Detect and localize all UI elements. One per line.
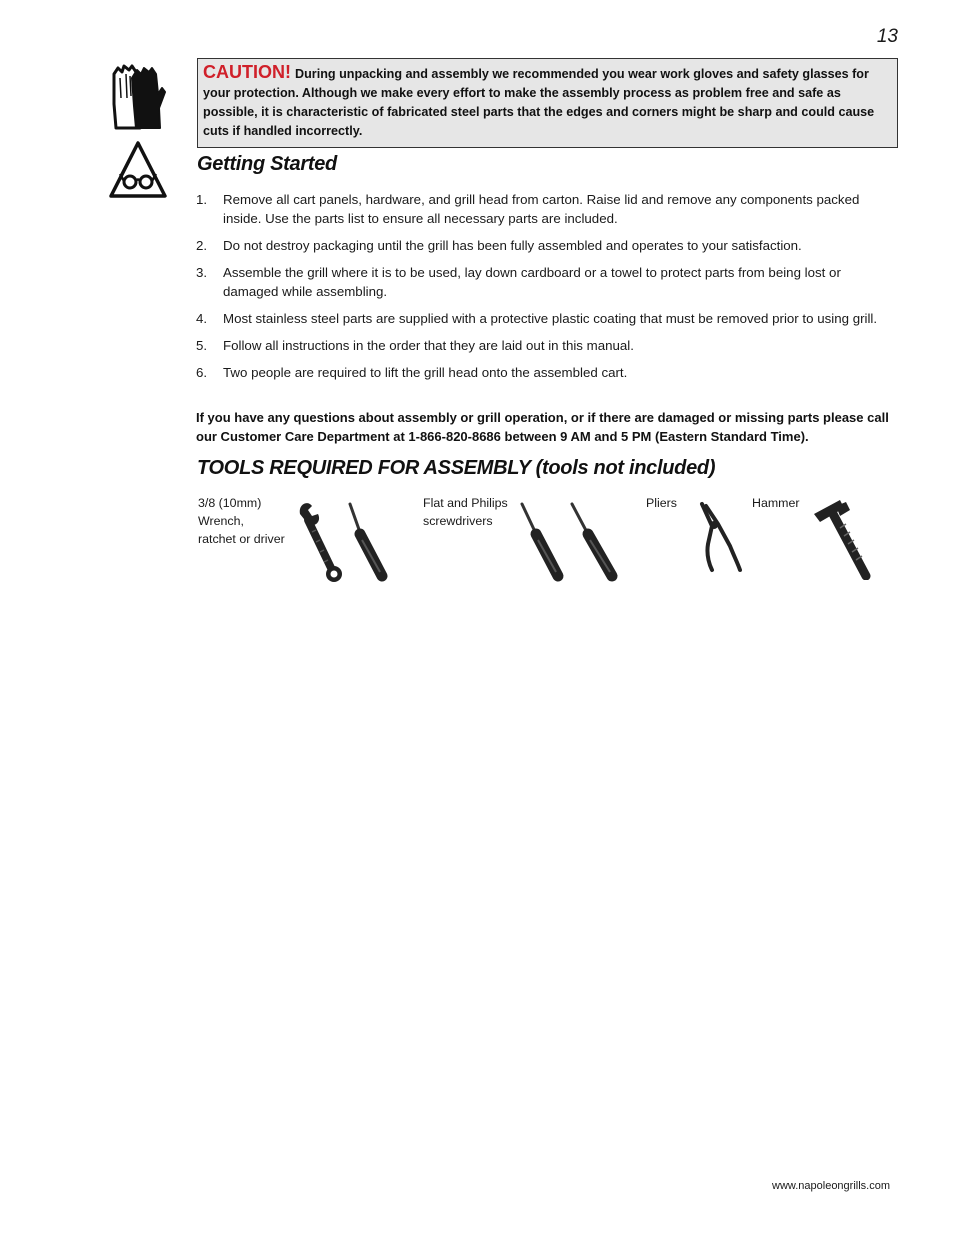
- philips-screwdriver-icon: [566, 500, 624, 584]
- pliers-label: Pliers: [646, 496, 677, 510]
- caution-text: During unpacking and assembly we recommended you wear work gloves and safety glasses for your protection. Although we make every effort to make the assembly process as problem free and safe as possible, it is characteristic of fabricated steel parts that the edges and corners might be sharp and could cause cuts if handled incorrectly.: [203, 67, 875, 138]
- step-item: [196, 190, 898, 228]
- step-item: [196, 236, 898, 255]
- step-item: [196, 363, 898, 382]
- step-number: 3.: [196, 265, 208, 280]
- step-text: Follow all instructions in the order that they are laid out in this manual.: [223, 338, 634, 353]
- getting-started-title: Getting Started: [197, 153, 337, 175]
- wrench-label-line: 3/8 (10mm): [198, 496, 262, 510]
- tools-title: TOOLS REQUIRED FOR ASSEMBLY (tools not included): [197, 457, 716, 479]
- step-item: [196, 336, 898, 355]
- screwdrivers-label: [423, 494, 523, 530]
- screwdrivers-label-line: screwdrivers: [423, 514, 493, 528]
- footer-url: www.napoleongrills.com: [772, 1180, 890, 1192]
- step-number: 1.: [196, 192, 208, 207]
- caution-heading: CAUTION!: [203, 62, 291, 82]
- step-number: 5.: [196, 338, 208, 353]
- gloves-icon: [108, 64, 166, 130]
- getting-started-steps: [196, 190, 898, 390]
- flat-screwdriver-icon: [518, 500, 568, 584]
- customer-care-note: If you have any questions about assembly or grill operation, or if there are damaged or missing parts please call our Customer Care Department at 1-866-820-8686 between 9 AM and 5 PM (Eastern Standard Time).: [196, 410, 889, 444]
- step-text: Assemble the grill where it is to be used, lay down cardboard or a towel to protect parts from being lost or damaged while assembling.: [223, 265, 841, 299]
- pliers-icon: [696, 500, 746, 574]
- step-number: 4.: [196, 311, 208, 326]
- wrench-label-line: Wrench,: [198, 514, 244, 528]
- step-text: Remove all cart panels, hardware, and grill head from carton. Raise lid and remove any components packed inside. Use the parts list to ensure all necessary parts are included.: [223, 192, 860, 226]
- screwdrivers-label-line: Flat and Philips: [423, 496, 508, 510]
- step-text: Most stainless steel parts are supplied with a protective plastic coating that must be removed prior to using grill.: [223, 311, 878, 326]
- step-text: Do not destroy packaging until the grill has been fully assembled and operates to your satisfaction.: [223, 238, 802, 253]
- hammer-icon: [810, 496, 876, 580]
- wrench-label: [198, 494, 298, 548]
- step-text: Two people are required to lift the grill head onto the assembled cart.: [223, 365, 628, 380]
- step-number: 2.: [196, 238, 208, 253]
- step-item: [196, 263, 898, 301]
- hammer-label: Hammer: [752, 496, 800, 510]
- wrench-icon: [296, 500, 346, 584]
- driver-icon: [342, 500, 392, 584]
- page-number: 13: [876, 26, 898, 47]
- caution-box: [197, 58, 898, 148]
- safety-glasses-warning-icon: [108, 140, 168, 200]
- step-item: [196, 309, 898, 328]
- step-number: 6.: [196, 365, 208, 380]
- wrench-label-line: ratchet or driver: [198, 532, 285, 546]
